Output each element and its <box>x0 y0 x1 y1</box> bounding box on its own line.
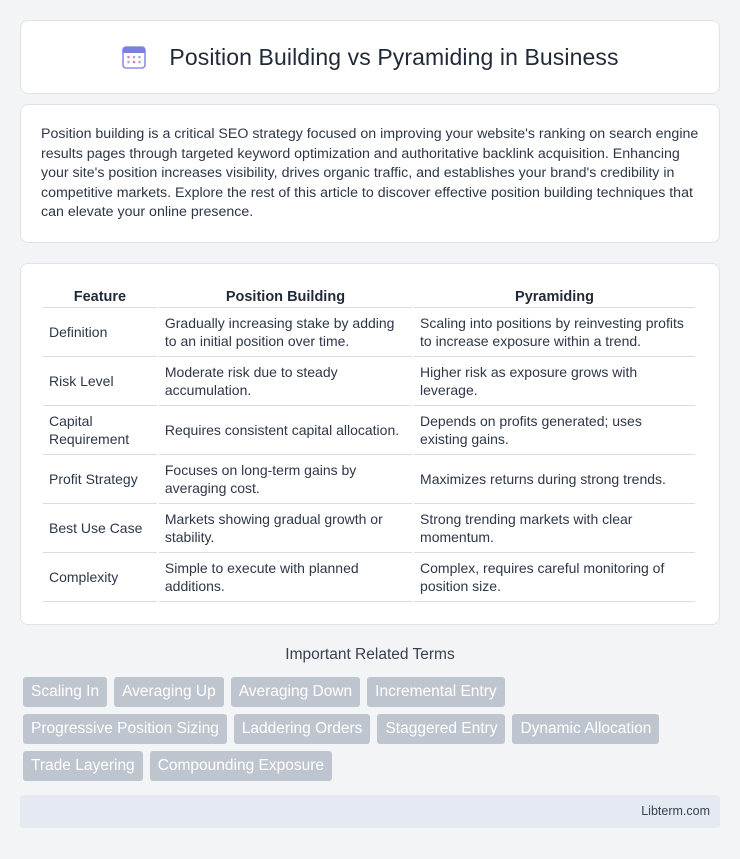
pyramiding-cell: Depends on profits generated; uses existing gains. <box>414 406 695 455</box>
title-card <box>20 20 720 94</box>
tag-progressive-position-sizing[interactable]: Progressive Position Sizing <box>23 714 227 744</box>
feature-cell: Capital Requirement <box>43 406 157 455</box>
header-pyramiding: Pyramiding <box>414 284 695 308</box>
related-terms-title: Important Related Terms <box>285 646 455 663</box>
tag-scaling-in[interactable]: Scaling In <box>23 677 107 707</box>
intro-card <box>20 104 720 243</box>
position-building-cell: Gradually increasing stake by adding to an initial position over time. <box>159 308 412 357</box>
position-building-cell: Moderate risk due to steady accumulation. <box>159 357 412 406</box>
tag-trade-layering[interactable]: Trade Layering <box>23 751 143 781</box>
comparison-card <box>20 263 720 625</box>
table-row <box>43 406 695 455</box>
tag-incremental-entry[interactable]: Incremental Entry <box>367 677 504 707</box>
pyramiding-cell: Maximizes returns during strong trends. <box>414 455 695 504</box>
calendar-icon <box>121 44 147 70</box>
table-row <box>43 308 695 357</box>
position-building-cell: Markets showing gradual growth or stability. <box>159 504 412 553</box>
pyramiding-cell: Scaling into positions by reinvesting profits to increase exposure within a trend. <box>414 308 695 357</box>
tag-row <box>23 714 713 744</box>
position-building-cell: Simple to execute with planned additions. <box>159 553 412 602</box>
tag-row <box>23 677 713 707</box>
feature-cell: Risk Level <box>43 357 157 406</box>
page-title: Position Building vs Pyramiding in Business <box>169 43 619 70</box>
position-building-cell: Focuses on long-term gains by averaging cost. <box>159 455 412 504</box>
feature-cell: Definition <box>43 308 157 357</box>
footer-brand-link[interactable]: Libterm.com <box>641 804 710 818</box>
related-terms-list <box>23 677 713 788</box>
footer <box>20 795 720 828</box>
table-row <box>43 553 695 602</box>
table-header-row <box>43 284 695 308</box>
feature-cell: Best Use Case <box>43 504 157 553</box>
comparison-table <box>41 284 697 602</box>
tag-dynamic-allocation[interactable]: Dynamic Allocation <box>512 714 659 744</box>
position-building-cell: Requires consistent capital allocation. <box>159 406 412 455</box>
table-row <box>43 455 695 504</box>
table-row <box>43 504 695 553</box>
tag-laddering-orders[interactable]: Laddering Orders <box>234 714 371 744</box>
tag-staggered-entry[interactable]: Staggered Entry <box>377 714 505 744</box>
header-feature: Feature <box>43 284 157 308</box>
feature-cell: Profit Strategy <box>43 455 157 504</box>
tag-compounding-exposure[interactable]: Compounding Exposure <box>150 751 332 781</box>
tag-row <box>23 751 713 781</box>
table-row <box>43 357 695 406</box>
pyramiding-cell: Strong trending markets with clear momentum. <box>414 504 695 553</box>
tag-averaging-up[interactable]: Averaging Up <box>114 677 224 707</box>
pyramiding-cell: Complex, requires careful monitoring of position size. <box>414 553 695 602</box>
feature-cell: Complexity <box>43 553 157 602</box>
intro-paragraph: Position building is a critical SEO strategy focused on improving your website's ranking on search engine results pages through targeted keyword optimization and authoritative backlink acquisition. Enhancing your site's position increases visibility, drives organic traffic, and establishes your brand's credibility in competitive markets. Explore the rest of this article to discover effective position building techniques that can elevate your online presence. <box>41 126 699 221</box>
pyramiding-cell: Higher risk as exposure grows with leverage. <box>414 357 695 406</box>
tag-averaging-down[interactable]: Averaging Down <box>231 677 360 707</box>
header-position-building: Position Building <box>159 284 412 308</box>
